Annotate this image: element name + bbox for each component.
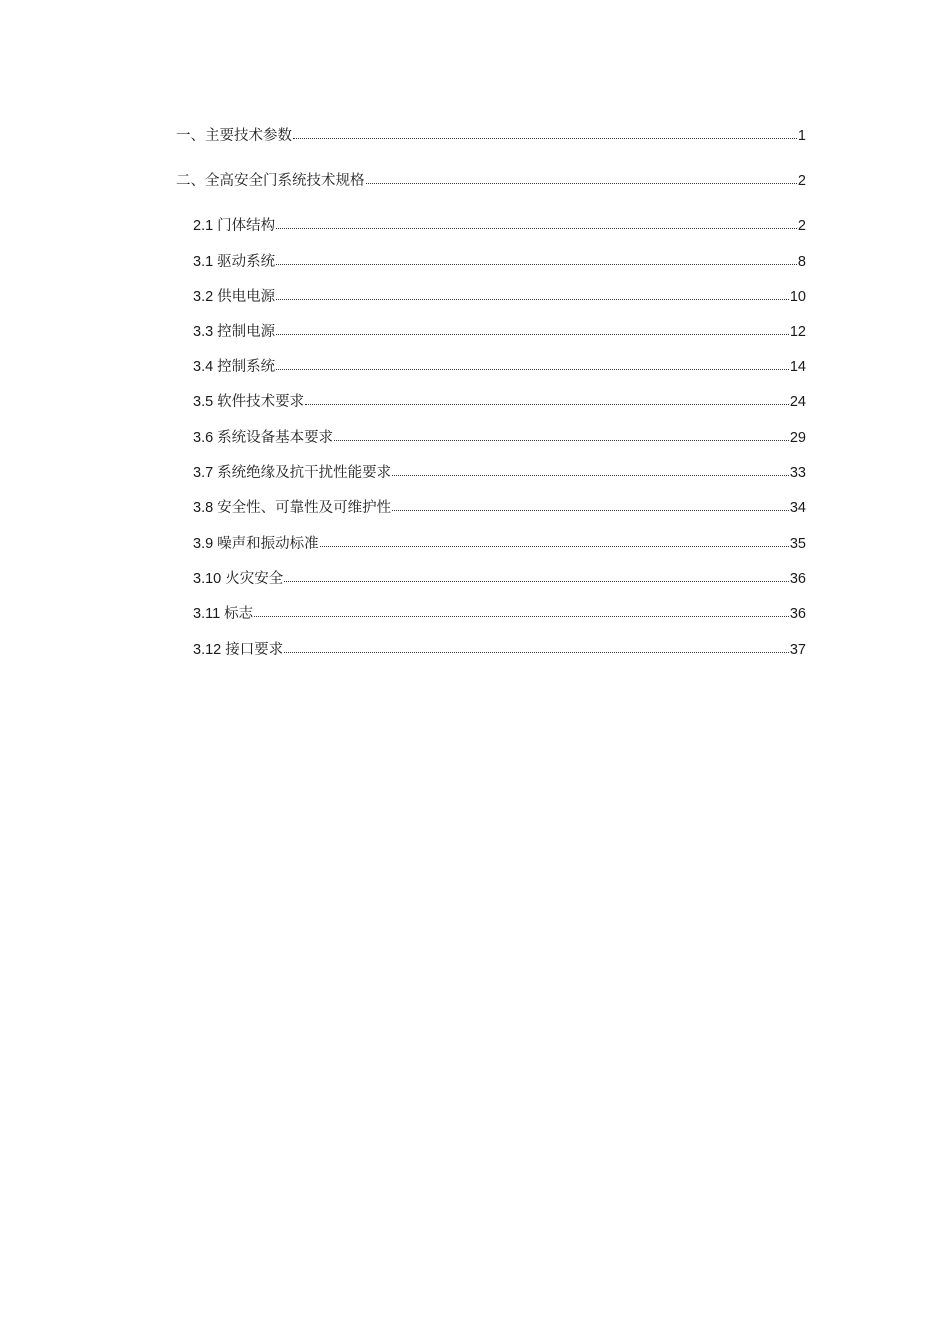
toc-entry-page-number: 10	[789, 289, 806, 305]
toc-entry-title: 3.12 接口要求	[193, 642, 284, 658]
toc-entry[interactable]	[176, 126, 806, 146]
toc-entry[interactable]	[176, 569, 806, 589]
toc-entry-title: 3.4 控制系统	[193, 359, 276, 375]
toc-entry-title: 2.1 门体结构	[193, 218, 276, 234]
toc-dot-leader	[276, 322, 789, 336]
toc-entry-page-number: 37	[789, 642, 806, 658]
toc-dot-leader	[276, 216, 797, 230]
toc-dot-leader	[392, 498, 789, 512]
toc-entry-title: 3.2 供电电源	[193, 289, 276, 305]
toc-entry-page-number: 36	[789, 571, 806, 587]
toc-entry-title: 3.10 火灾安全	[193, 571, 284, 587]
toc-entry[interactable]	[176, 216, 806, 236]
toc-entry-title: 一、主要技术参数	[176, 128, 292, 144]
toc-entry[interactable]	[176, 392, 806, 412]
toc-dot-leader	[305, 392, 789, 406]
toc-entry[interactable]	[176, 252, 806, 272]
toc-entry-page-number: 29	[789, 430, 806, 446]
toc-entry[interactable]	[176, 534, 806, 554]
toc-dot-leader	[334, 428, 789, 442]
toc-entry-title: 3.3 控制电源	[193, 324, 276, 340]
toc-entry-page-number: 36	[789, 606, 806, 622]
toc-entry-title: 3.5 软件技术要求	[193, 394, 305, 410]
toc-entry-page-number: 14	[789, 359, 806, 375]
toc-entry-title: 3.1 驱动系统	[193, 254, 276, 270]
toc-entry[interactable]	[176, 640, 806, 660]
toc-dot-leader	[320, 534, 789, 548]
toc-entry[interactable]	[176, 463, 806, 483]
toc-dot-leader	[293, 126, 797, 140]
toc-entry[interactable]	[176, 498, 806, 518]
toc-entry-page-number: 1	[797, 128, 806, 144]
toc-dot-leader	[276, 252, 797, 266]
toc-dot-leader	[366, 171, 797, 185]
toc-entry-page-number: 34	[789, 500, 806, 516]
toc-entry[interactable]	[176, 322, 806, 342]
toc-entry-page-number: 12	[789, 324, 806, 340]
toc-entry[interactable]	[176, 287, 806, 307]
toc-entry[interactable]	[176, 428, 806, 448]
toc-entry-page-number: 8	[797, 254, 806, 270]
toc-dot-leader	[284, 640, 789, 654]
toc-entry[interactable]	[176, 171, 806, 191]
toc-dot-leader	[276, 357, 789, 371]
toc-entry-title: 3.11 标志	[193, 606, 254, 622]
toc-entry-page-number: 35	[789, 536, 806, 552]
toc-entry-title: 二、全高安全门系统技术规格	[176, 173, 365, 189]
toc-entry-title: 3.9 噪声和振动标准	[193, 536, 319, 552]
toc-entry[interactable]	[176, 604, 806, 624]
toc-entry-page-number: 2	[797, 218, 806, 234]
toc-dot-leader	[392, 463, 789, 477]
toc-entry-title: 3.8 安全性、可靠性及可维护性	[193, 500, 392, 516]
toc-entry-title: 3.7 系统绝缘及抗干扰性能要求	[193, 465, 392, 481]
toc-entry-title: 3.6 系统设备基本要求	[193, 430, 334, 446]
toc-entry-page-number: 24	[789, 394, 806, 410]
toc-dot-leader	[276, 287, 789, 301]
toc-dot-leader	[254, 604, 789, 618]
toc-entry-page-number: 2	[797, 173, 806, 189]
toc-entry-page-number: 33	[789, 465, 806, 481]
toc-entry[interactable]	[176, 357, 806, 377]
toc-dot-leader	[284, 569, 789, 583]
